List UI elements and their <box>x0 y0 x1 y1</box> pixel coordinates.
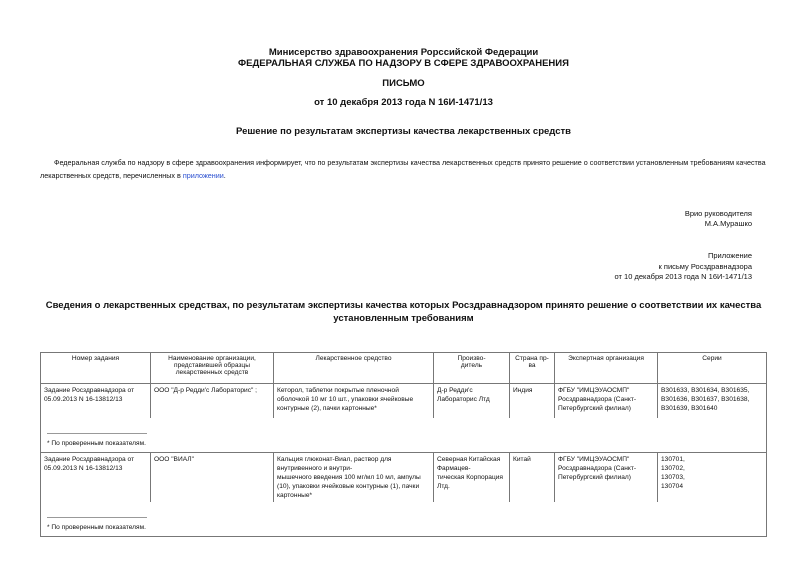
cell-country: Индия <box>510 384 555 419</box>
col-header-series: Серии <box>658 353 767 384</box>
cell-manufacturer: Северная Китайская Фармацев- тическая Корпорация Лтд. <box>434 453 510 503</box>
cell-drug: Кеторол, таблетки покрытые пленочной оболочкой 10 мг 10 шт., упаковки ячейковые контурные (2), пачки картонные* <box>274 384 434 419</box>
footnote-cell <box>41 418 767 453</box>
signature-position: Врио руководителя <box>684 209 752 218</box>
service-name: ФЕДЕРАЛЬНАЯ СЛУЖБА ПО НАДЗОРУ В СФЕРЕ ЗДРАВООХРАНЕНИЯ <box>238 58 569 69</box>
appendix-title: Сведения о лекарственных средствах, по результатам экспертизы качества которых Росздравнадзором принято решение о соответствии их качества <box>45 300 762 311</box>
cell-country: Китай <box>510 453 555 503</box>
cell-series: 130701, 130702, 130703, 130704 <box>658 453 767 503</box>
table-footnote-row <box>41 502 767 537</box>
col-header-manufacturer: Произво- дитель <box>434 353 510 384</box>
footnote-divider <box>47 433 147 434</box>
col-header-drug: Лекарственное средство <box>274 353 434 384</box>
cell-organization: ООО "ВИАЛ" <box>151 453 274 503</box>
body-text-end: . <box>223 171 226 180</box>
col-header-task: Номер задания <box>41 353 151 384</box>
cell-drug: Кальция глюконат-Виал, раствор для внутривенного и внутри- мышечного введения 100 мг/мл 10 мл, ампулы (10), упаковки ячейковые контурные (1), пачки картонные* <box>274 453 434 503</box>
cell-series: В301633, В301634, В301635, В301636, В301637, В301638, В301639, В301640 <box>658 384 767 419</box>
body-text: Федеральная служба по надзору в сфере здравоохранения информирует, что по результатам экспертизы качества лекарственных средств принято решение о соответствии установленным требованиям качества лекарственных средств, перечисленных в <box>40 158 766 180</box>
col-header-expert-org: Экспертная организация <box>555 353 658 384</box>
appendix-letter-date: от 10 декабря 2013 года N 16И-1471/13 <box>614 272 752 281</box>
cell-manufacturer: Д-р Редди'с Лабораторис Лтд <box>434 384 510 419</box>
appendix-letter-ref: к письму Росздравнадзора <box>658 262 752 271</box>
table-footnote-row <box>41 418 767 453</box>
cell-expert-org: ФГБУ "ИМЦЭУАОСМП" Росздравнадзора (Санкт-Петербургский филиал) <box>555 453 658 503</box>
signature-name: М.А.Мурашко <box>704 219 752 228</box>
footnote-text: * По проверенным показателям. <box>47 524 146 531</box>
footnote-divider <box>47 517 147 518</box>
cell-organization: ООО "Д-р Редди'с Лабораторис" ; <box>151 384 274 419</box>
appendix-link[interactable]: приложении <box>182 171 224 180</box>
drugs-table <box>40 352 767 537</box>
document-date: от 10 декабря 2013 года N 16И-1471/13 <box>314 97 493 108</box>
appendix-label: Приложение <box>708 251 752 260</box>
cell-task: Задание Росздравнадзора от 05.09.2013 N 16-13812/13 <box>41 453 151 503</box>
col-header-organization: Наименование организации, представившей образцы лекарственных средств <box>151 353 274 384</box>
footnote-cell <box>41 502 767 537</box>
footnote-text: * По проверенным показателям. <box>47 440 146 447</box>
table-header-row <box>41 353 767 384</box>
document-subject: Решение по результатам экспертизы качества лекарственных средств <box>236 126 571 137</box>
table-row <box>41 453 767 503</box>
table-row <box>41 384 767 419</box>
document-type: ПИСЬМО <box>382 78 425 89</box>
cell-expert-org: ФГБУ "ИМЦЭУАОСМП" Росздравнадзора (Санкт-Петербургский филиал) <box>555 384 658 419</box>
col-header-country: Страна пр-ва <box>510 353 555 384</box>
ministry-name: Минисерство здравоохранения Рорссийской Федерации <box>268 47 539 58</box>
body-paragraph <box>40 156 767 182</box>
cell-task: Задание Росздравнадзора от 05.09.2013 N 16-13812/13 <box>41 384 151 419</box>
appendix-title-line2: установленным требованиям <box>333 313 474 324</box>
